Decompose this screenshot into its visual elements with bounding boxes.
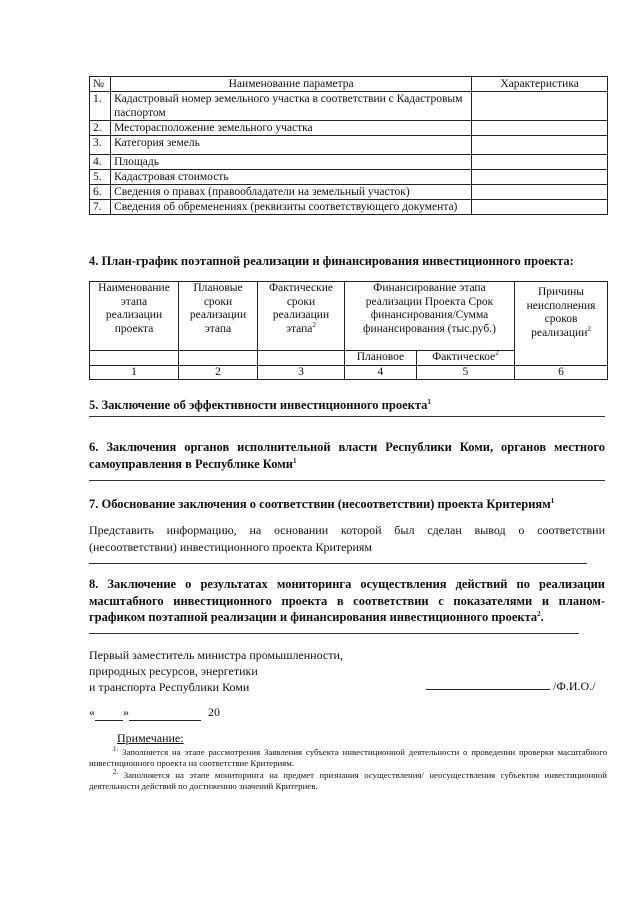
column-header-planned-financing: Плановое <box>345 351 417 366</box>
signatory-line: и транспорта Республики Коми <box>89 680 250 694</box>
row-number: 5. <box>90 170 111 185</box>
fill-in-line[interactable] <box>89 633 579 634</box>
column-header-planned-dates: Плановые сроки реализации этапа <box>179 282 258 351</box>
column-header-actual-financing: Фактическое$^2$ <box>416 351 514 366</box>
day-line[interactable] <box>95 705 123 721</box>
column-number: 6 <box>515 365 608 380</box>
empty-cell <box>90 351 179 366</box>
footnote-2: $^{2.}$ Заполняется на этапе мониторинга на предмет признания осуществления/ неосуществления субъектом инвестиционной деятельности действий по достижению значений Критериев. <box>89 768 607 791</box>
row-characteristic-cell[interactable] <box>472 92 608 121</box>
implementation-schedule-table <box>89 281 608 380</box>
table-row <box>90 170 608 185</box>
column-header-reasons: Причины неисполнения сроков реализации$^2$ <box>515 282 608 366</box>
fio-label: /Ф.И.О./ <box>553 679 596 693</box>
row-number: 7. <box>90 200 111 215</box>
row-number: 6. <box>90 185 111 200</box>
table-row <box>90 200 608 215</box>
column-numbers-row <box>90 365 608 380</box>
month-line[interactable] <box>129 705 201 721</box>
row-parameter: Сведения об обременениях (реквизиты соответствующего документа) <box>111 200 472 215</box>
section-8-title: 8. Заключение о результатах мониторинга осуществления действий по реализации масштабного инвестиционного проекта в соответствии с показателями и планом-графиком поэтапной реализации и финансирования инвестиционного проекта$^2$. <box>89 577 605 624</box>
column-number: 3 <box>258 365 345 380</box>
land-parameters-table <box>89 76 608 215</box>
date-field <box>89 705 220 721</box>
signatory-line: Первый заместитель министра промышленности, <box>89 648 343 662</box>
table-row <box>90 136 608 155</box>
row-number: 2. <box>90 121 111 136</box>
signature-line[interactable] <box>426 689 550 690</box>
row-characteristic-cell[interactable] <box>472 185 608 200</box>
section-7-title: 7. Обоснование заключения о соответствии (несоответствии) проекта Критериям$^1$ <box>89 496 555 511</box>
table-row <box>90 92 608 121</box>
row-characteristic-cell[interactable] <box>472 170 608 185</box>
column-header-actual-dates: Фактические сроки реализации этапа$^2$ <box>258 282 345 351</box>
table-header-row <box>90 77 608 92</box>
column-header-stage-name: Наименование этапа реализации проекта <box>90 282 179 351</box>
section-6-title: 6. Заключения органов исполнительной власти Республики Коми, органов местного самоуправления в Республике Коми$^1$ <box>89 440 605 471</box>
row-parameter: Кадастровая стоимость <box>111 170 472 185</box>
empty-cell <box>179 351 258 366</box>
fill-in-line[interactable] <box>89 416 605 417</box>
row-characteristic-cell[interactable] <box>472 155 608 170</box>
section-4-title: 4. План-график поэтапной реализации и финансирования инвестиционного проекта: <box>89 254 574 268</box>
row-characteristic-cell[interactable] <box>472 121 608 136</box>
empty-cell <box>258 351 345 366</box>
row-number: 1. <box>90 92 111 121</box>
signature-field <box>426 679 595 694</box>
signatory-line: природных ресурсов, энергетики <box>89 664 258 678</box>
row-parameter: Площадь <box>111 155 472 170</box>
row-number: 3. <box>90 136 111 155</box>
fill-in-line[interactable] <box>89 480 605 481</box>
table-header-row <box>90 282 608 351</box>
signatory-block <box>89 647 343 695</box>
footnote-1: $^{1.}$ Заполняется на этапе рассмотрения Заявления субъекта инвестиционной деятельности о проведении проверки масштабного инвестиционного проекта на соответствие Критериям. <box>89 745 607 768</box>
row-parameter: Месторасположение земельного участка <box>111 121 472 136</box>
close-quote: » <box>123 705 129 719</box>
column-number: 2 <box>179 365 258 380</box>
fill-in-line[interactable] <box>89 563 587 564</box>
column-number: 4 <box>345 365 417 380</box>
column-number: 1 <box>90 365 179 380</box>
column-header-characteristic: Характеристика <box>472 77 608 92</box>
row-parameter: Категория земель <box>111 136 472 155</box>
row-characteristic-cell[interactable] <box>472 200 608 215</box>
table-row <box>90 185 608 200</box>
year-prefix: 20 <box>208 705 220 719</box>
row-number: 4. <box>90 155 111 170</box>
column-header-financing: Финансирование этапа реализации Проекта Срок финансирования/Сумма финансирования (тыс.руб.) <box>345 282 515 351</box>
column-number: 5 <box>416 365 514 380</box>
note-title: Примечание: <box>117 731 184 745</box>
column-header-parameter: Наименование параметра <box>111 77 472 92</box>
table-row <box>90 155 608 170</box>
row-characteristic-cell[interactable] <box>472 136 608 155</box>
row-parameter: Сведения о правах (правообладатели на земельный участок) <box>111 185 472 200</box>
column-header-number: № <box>90 77 111 92</box>
open-quote: « <box>89 705 95 719</box>
section-7-text: Представить информацию, на основании которой был сделан вывод о соответствии (несоответствии) инвестиционного проекта Критериям <box>89 523 605 554</box>
table-row <box>90 121 608 136</box>
row-parameter: Кадастровый номер земельного участка в соответствии с Кадастровым паспортом <box>111 92 472 121</box>
section-5-title: 5. Заключение об эффективности инвестиционного проекта$^1$ <box>89 397 431 412</box>
